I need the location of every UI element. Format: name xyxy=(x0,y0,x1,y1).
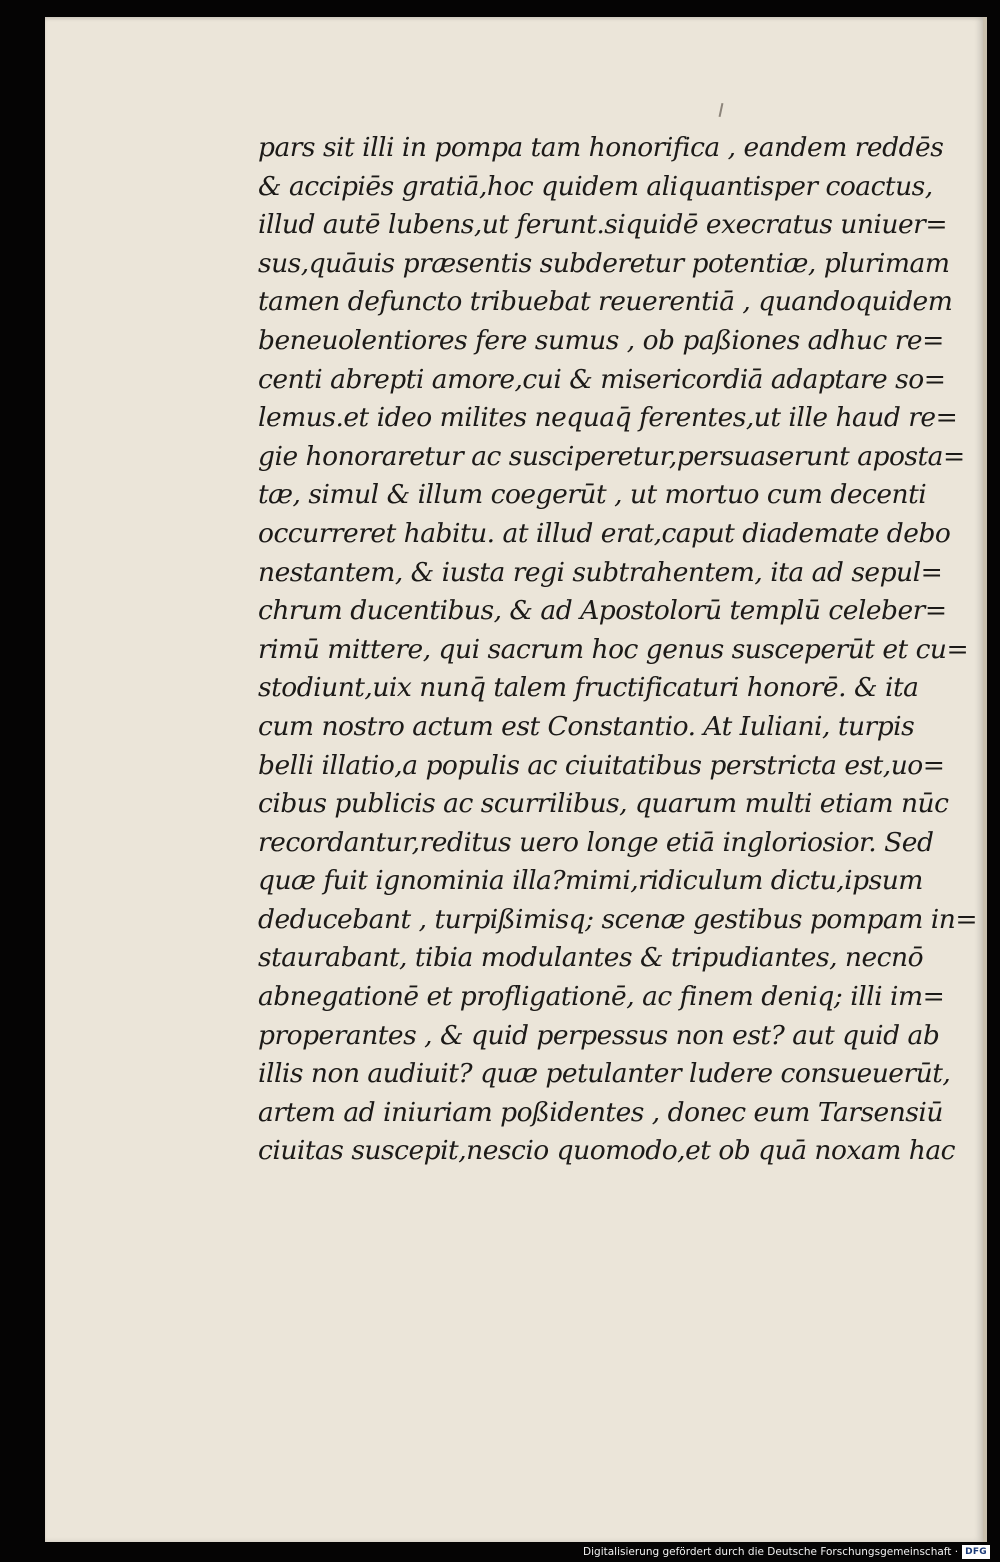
text-line: & accipiēs gratiā,hoc quidem aliquantisper coactus, xyxy=(258,170,933,202)
text-line: quæ fuit ignominia illa?mimi,ridiculum dictu,ipsum xyxy=(258,865,923,897)
text-line: sus,quāuis præsentis subderetur potentiæ, plurimam xyxy=(258,247,950,279)
text-line: cibus publicis ac scurrilibus, quarum multi etiam nūc xyxy=(258,788,949,820)
text-line: stodiunt,uix nunq̄ talem fructificaturi honorē. & ita xyxy=(258,672,919,704)
text-line: lemus.et ideo milites nequaq̄ ferentes,ut ille haud re= xyxy=(258,402,958,434)
page-text xyxy=(258,129,978,1171)
text-line: belli illatio,a populis ac ciuitatibus perstricta est,uo= xyxy=(258,749,945,781)
text-line: occurreret habitu. at illud erat,caput diademate debo xyxy=(258,517,951,549)
text-line: recordantur,reditus uero longe etiā ingloriosior. Sed xyxy=(258,826,934,858)
text-line: illud autē lubens,ut ferunt.siquidē execratus uniuer= xyxy=(258,209,948,241)
text-line: artem ad iniuriam poßidentes , donec eum Tarsensiū xyxy=(258,1096,943,1128)
digitization-footer xyxy=(583,1544,990,1560)
footer-credit-text: Digitalisierung gefördert durch die Deutsche Forschungsgemeinschaft · xyxy=(583,1546,959,1558)
text-line: cum nostro actum est Constantio. At Iuliani, turpis xyxy=(258,710,915,742)
text-line: gie honoraretur ac susciperetur,persuaserunt aposta= xyxy=(258,440,965,472)
text-line: beneuolentiores fere sumus , ob paßiones adhuc re= xyxy=(258,324,944,356)
text-line: ciuitas suscepit,nescio quomodo,et ob quā noxam hac xyxy=(258,1135,955,1167)
text-line: chrum ducentibus, & ad Apostolorū templū celeber= xyxy=(258,595,947,627)
text-line: abnegationē et profligationē, ac finem deniq; illi im= xyxy=(258,981,945,1013)
text-line: staurabant, tibia modulantes & tripudiantes, necnō xyxy=(258,942,924,974)
dfg-logo-icon: DFG xyxy=(962,1545,990,1559)
text-line: pars sit illi in pompa tam honorifica , eandem reddēs xyxy=(258,132,944,163)
text-line: deducebant , turpißimisq; scenæ gestibus pompam in= xyxy=(258,903,978,935)
text-line: nestantem, & iusta regi subtrahentem, ita ad sepul= xyxy=(258,556,943,588)
text-line: properantes , & quid perpessus non est? aut quid ab xyxy=(258,1019,940,1051)
text-line: tamen defuncto tribuebat reuerentiā , quandoquidem xyxy=(258,286,953,318)
page-edge xyxy=(983,17,987,1542)
text-line: rimū mittere, qui sacrum hoc genus susceperūt et cu= xyxy=(258,633,969,665)
text-line: centi abrepti amore,cui & misericordiā adaptare so= xyxy=(258,363,946,395)
text-line: tæ, simul & illum coegerūt , ut mortuo cum decenti xyxy=(258,479,927,511)
text-line: illis non audiuit? quæ petulanter ludere consueuerūt, xyxy=(258,1058,951,1090)
